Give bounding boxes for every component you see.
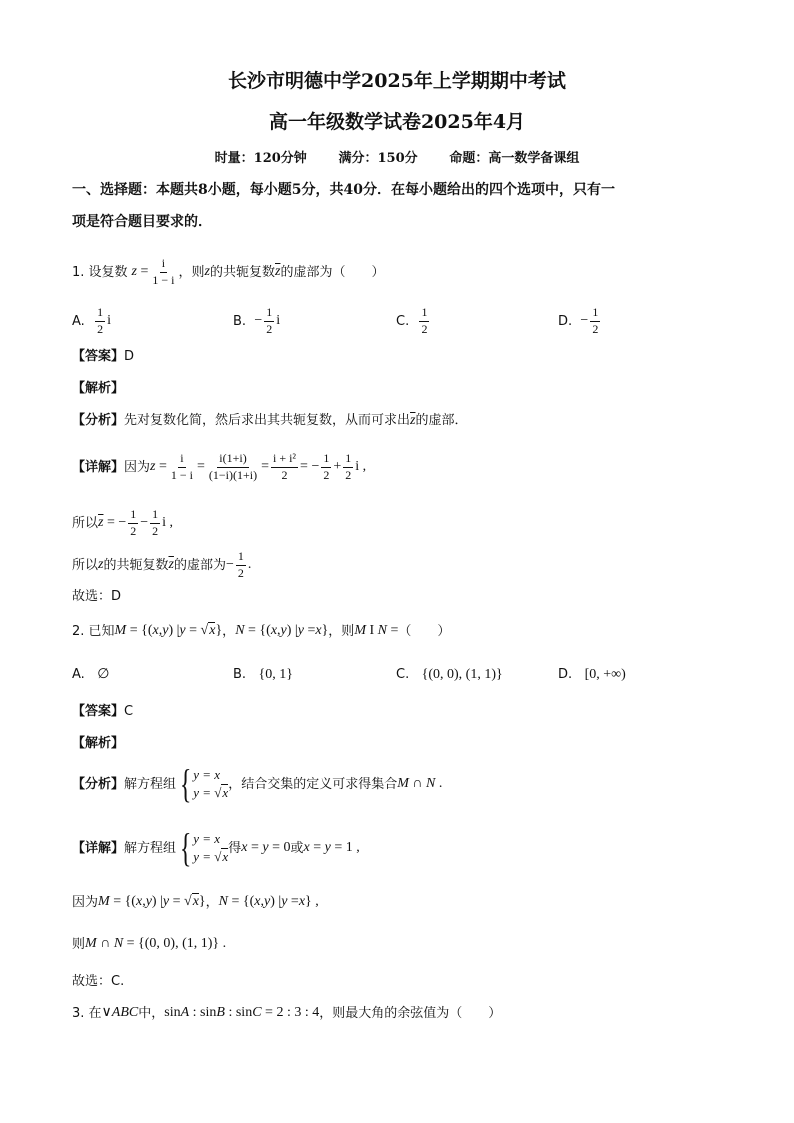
q2-analysis-heading: 【解析】 — [72, 736, 125, 751]
q1-conclusion: 所以 z 的共轭复数 $\overline{z}$ 的虚部为 − $\frac{1}{2}$ . — [72, 549, 252, 580]
q2-choose: 故选：C. — [72, 974, 125, 989]
exam-author: 命题：高一数学备课组 — [449, 151, 580, 166]
section-heading-line2: 项是符合题目要求的． — [72, 214, 212, 230]
q1-prefix: 1. 设复数 — [72, 264, 128, 280]
q1-option-a[interactable]: A. $\frac{1}{2}$ i — [72, 305, 111, 336]
q1-option-b[interactable]: B. − $\frac{1}{2}$ i — [233, 305, 281, 336]
q1-stem: 1. 设复数 z = $\frac{i}{1 - i}$ ，则 z 的共轭复数 $\overline{z}$ 的虚部为（ ） — [72, 256, 385, 287]
q2-fenxi: 【分析】 解方程组 { y = x y = √x ，结合交集的定义可求得集合 M ∩ N . — [72, 761, 443, 806]
q2-option-c[interactable]: C. {(0, 0), (1, 1)} — [396, 667, 503, 682]
q1-fenxi: 【分析】先对复数化简，然后求出其共轭复数，从而可求出$\overline{z}$的虚部． — [72, 413, 468, 428]
exam-time: 时量：120分钟 — [214, 151, 307, 166]
q2-because: 因为 M = {( x , y ) | y = √x} ， N = {( x , y ) | y = x } , — [72, 894, 319, 910]
q2-stem: 2. 已知 M = {( x , y ) | y = √x} ， N = {( x , y ) | y = x } ，则 M I N = （ ） — [72, 623, 451, 639]
q1-option-c[interactable]: C. $\frac{1}{2}$ — [396, 305, 428, 336]
q1-fraction: $\frac{i}{1 - i}$ — [152, 256, 175, 287]
q1-conjugate: 所以 $\overline{z}$ = − $\frac{1}{2}$ − $\frac{1}{2}$ i , — [72, 507, 174, 538]
exam-meta — [0, 152, 794, 165]
q1-option-d[interactable]: D. − $\frac{1}{2}$ — [558, 305, 599, 336]
q2-answer: 【答案】C — [72, 704, 134, 719]
q1-mid: ，则 — [178, 264, 205, 280]
q1-answer: 【答案】D — [72, 349, 135, 364]
q3-stem: 3. 在 ∨ ABC 中， sin A : sin B : sin C = 2 : 3 : 4 ，则最大角的余弦值为（ ） — [72, 1005, 502, 1021]
q2-option-a[interactable]: A. ∅ — [72, 667, 110, 682]
exam-subtitle: 高一年级数学试卷2025年4月 — [268, 111, 526, 133]
section-heading-line1: 一、选择题：本题共8小题，每小题5分，共40分．在每小题给出的四个选项中，只有一 — [72, 182, 615, 198]
q1-end: 的虚部为（ ） — [280, 264, 385, 280]
q1-tail: 的共轭复数 — [209, 264, 275, 280]
exam-title: 长沙市明德中学2025年上学期期中考试 — [228, 70, 566, 92]
q2-result: 则 M ∩ N = {(0, 0), (1, 1)} . — [72, 936, 227, 952]
q1-z: z — [131, 264, 137, 280]
q1-detail: 【详解】 因为 z = $\frac{i}{1 - i}$ = $\frac{i(1+i)}{(1-i)(1+i)}$ = $\frac{\text{i + i²}}{2}$ = − $\frac{1}{2}$ + $\frac{1}{2}$ i , — [72, 451, 367, 482]
q2-option-d[interactable]: D. [0, +∞) — [558, 667, 626, 682]
exam-score: 满分：150分 — [338, 151, 418, 166]
q1-analysis-heading: 【解析】 — [72, 381, 125, 396]
q2-option-b[interactable]: B. {0, 1} — [233, 667, 293, 682]
q1-choose: 故选：D — [72, 589, 122, 604]
q2-detail: 【详解】 解方程组 { y = x y = √x 得 x = y = 0 或 x = y = 1 , — [72, 825, 360, 870]
